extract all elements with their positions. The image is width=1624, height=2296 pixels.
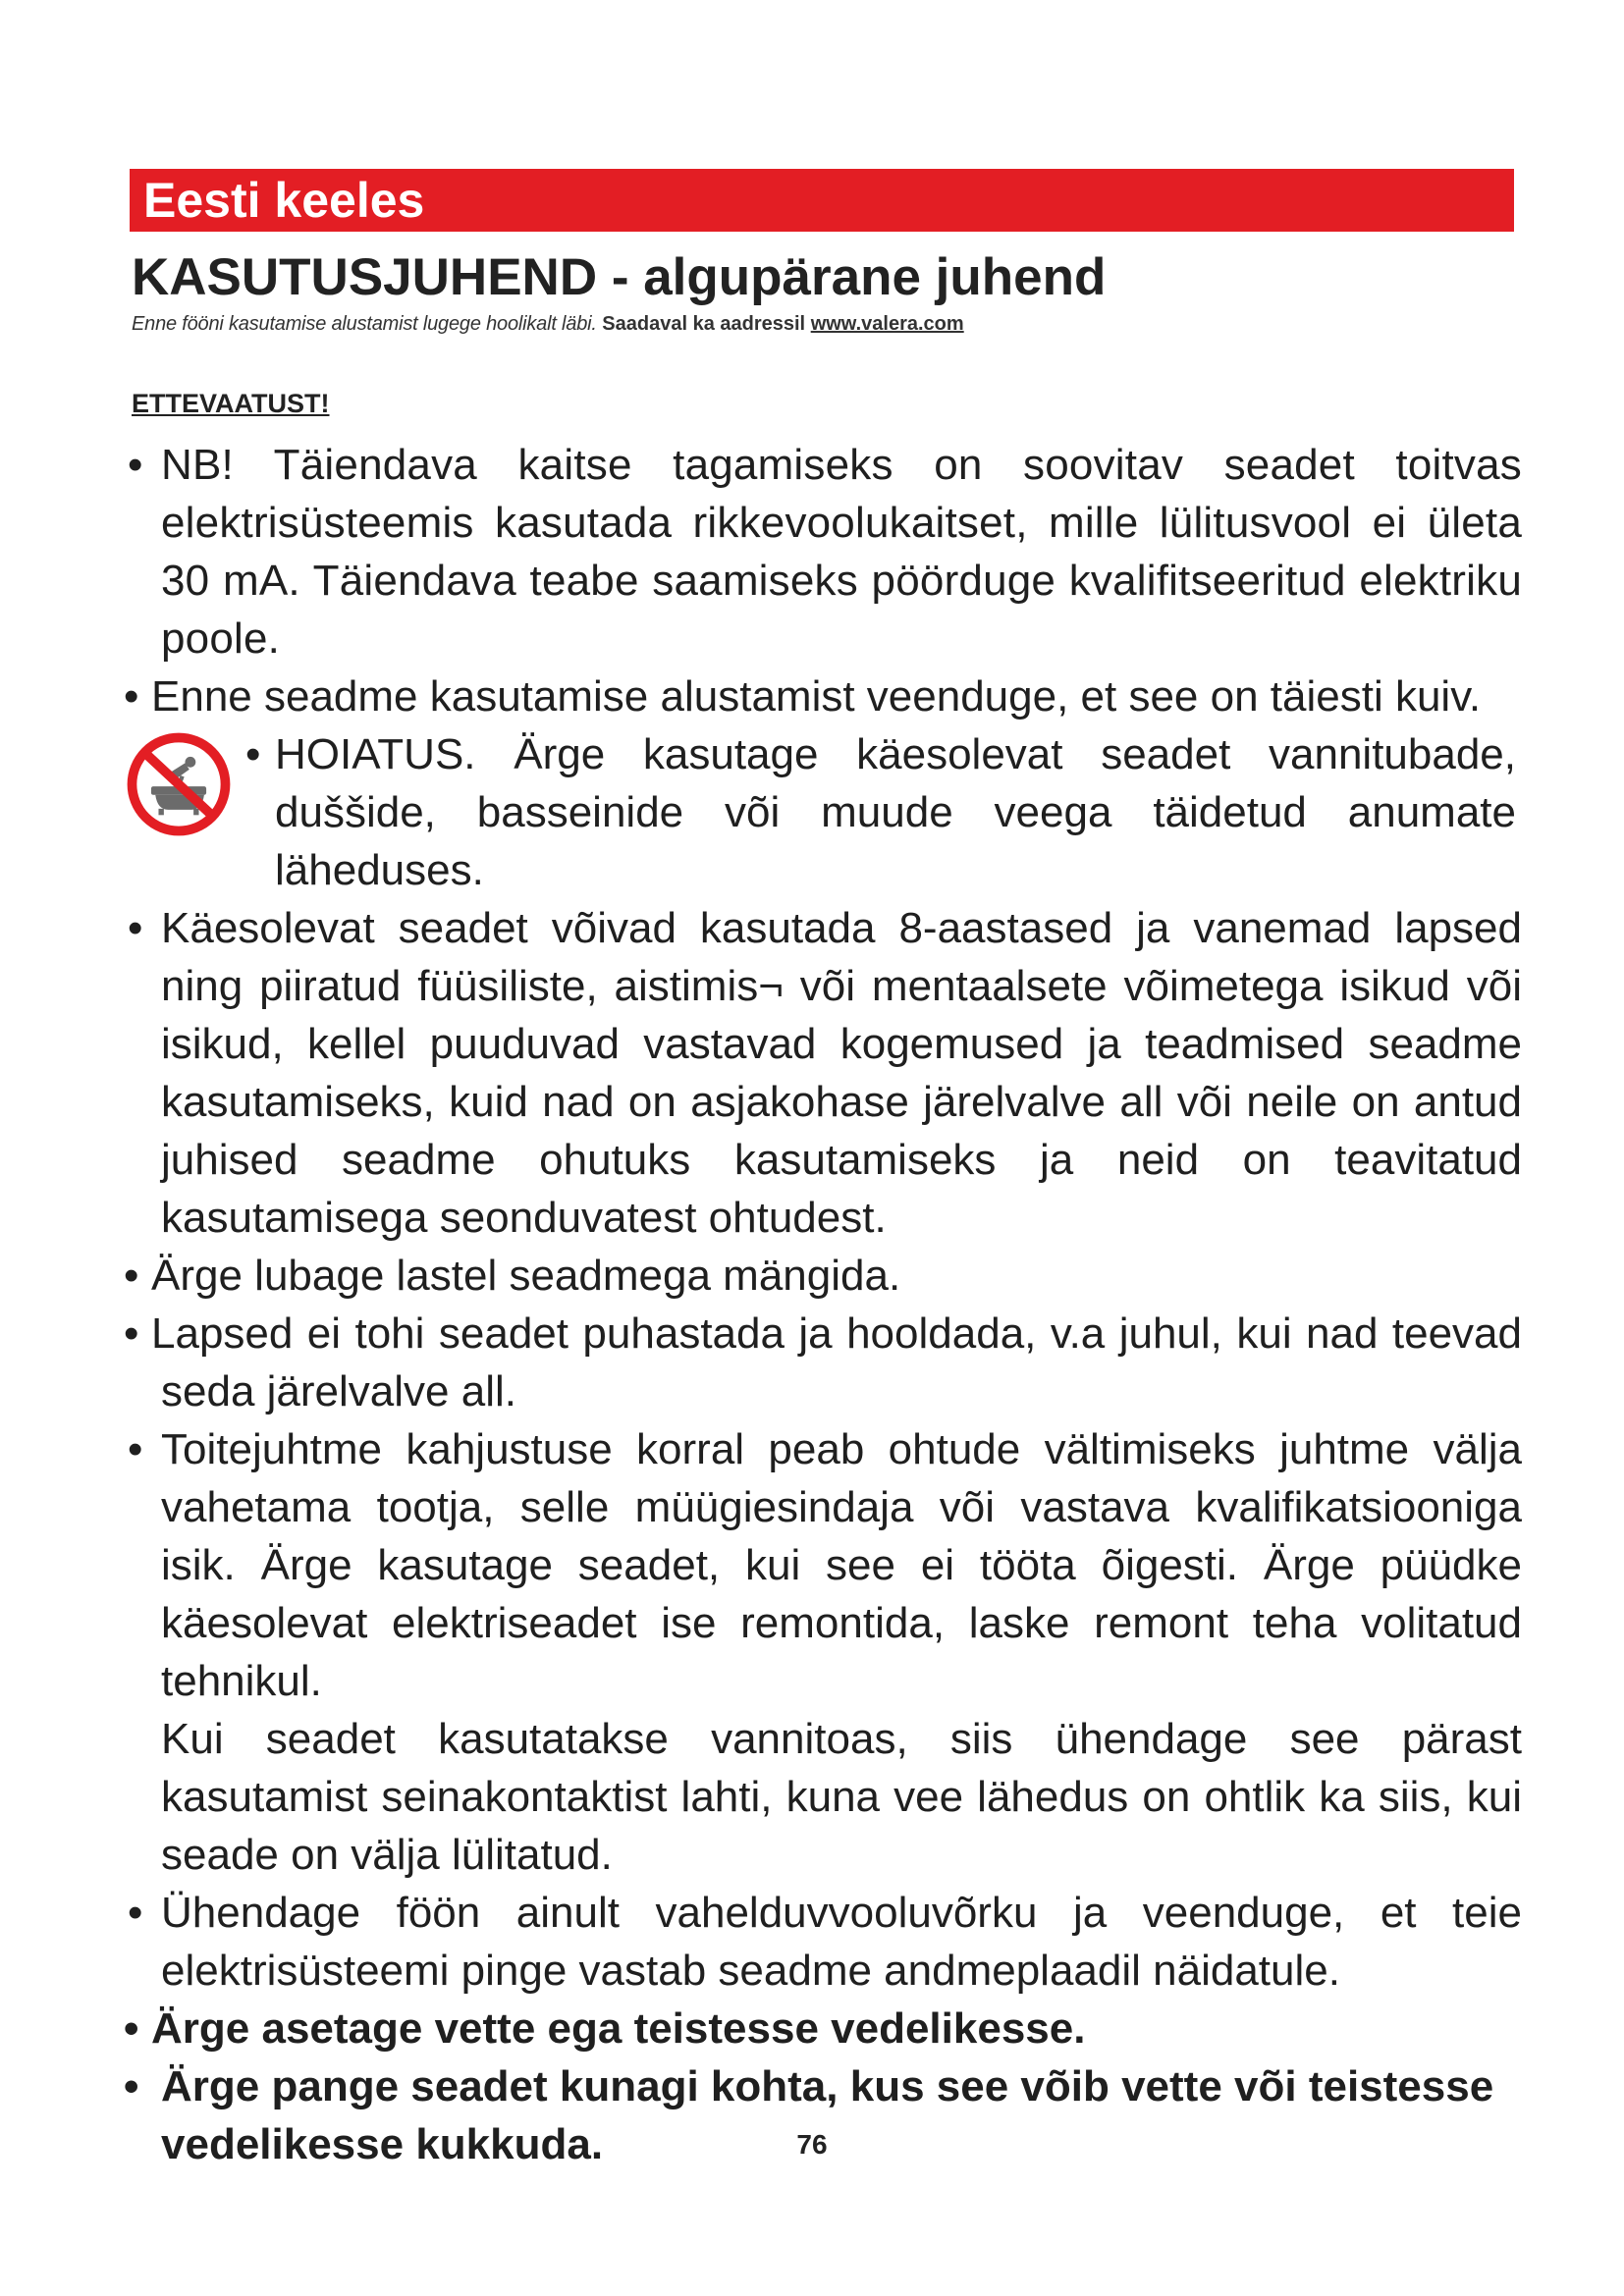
list-item xyxy=(126,899,1522,1247)
website-link[interactable]: www.valera.com xyxy=(810,313,964,335)
list-item xyxy=(126,667,1522,725)
list-item xyxy=(126,1247,1522,1305)
bullet: • xyxy=(128,1425,143,1473)
bullet: • xyxy=(124,1309,139,1358)
list-item-text: Lapsed ei tohi seadet puhastada ja hooldada, v.a juhul, kui nad teevad seda järelvalve all. xyxy=(151,1309,1522,1415)
list-item-continued xyxy=(126,1710,1522,1884)
list-item xyxy=(126,436,1522,667)
subtitle-available: Saadaval ka aadressil xyxy=(602,313,806,335)
bullet: • xyxy=(245,730,261,778)
list-item-text: Enne seadme kasutamise alustamist veenduge, et see on täiesti kuiv. xyxy=(151,672,1482,721)
bullet: • xyxy=(128,904,143,952)
subtitle xyxy=(132,310,964,338)
list-item xyxy=(126,1305,1522,1420)
list-item-text: NB! Täiendava kaitse tagamiseks on soovitav seadet toitvas elektrisüsteemis kasutada rikkevoolukaitset, mille lülitusvool ei ületa 30 mA. Täiendava teabe saamiseks pöörduge kvalifitseeritud elektriku poole. xyxy=(161,441,1522,663)
list-item xyxy=(126,1884,1522,2000)
list-item-text: Toitejuhtme kahjustuse korral peab ohtude vältimiseks juhtme välja vahetama tootja, selle müügiesindaja või vastava kvalifikatsiooniga isik. Ärge kasutage seadet, kui see ei tööta õigesti. Ärge püüdke käesolevat elektriseadet ise remontida, laske remont teha volitatud tehnikul. xyxy=(161,1425,1522,1705)
bullet: • xyxy=(128,441,143,489)
subtitle-instruction: Enne fööni kasutamise alustamist lugege hoolikalt läbi. xyxy=(132,313,597,335)
list-item-text: Kui seadet kasutatakse vannitoas, siis ühendage see pärast kasutamist seinakontaktist lahti, kuna vee lähedus on ohtlik ka siis, kui seade on välja lülitatud. xyxy=(161,1715,1522,1879)
warning-text: HOIATUS. Ärge kasutage käesolevat seadet vannitubade, duššide, basseinide või muude veega täidetud anumate läheduses. xyxy=(275,730,1516,894)
list-item-text: Ühendage föön ainult vahelduvvooluvõrku ja veenduge, et teie elektrisüsteemi pinge vastab seadme andmeplaadil näidatule. xyxy=(161,1889,1522,1995)
bullet: • xyxy=(124,2062,139,2110)
page-number: 76 xyxy=(796,2129,828,2160)
page-title: KASUTUSJUHEND - algupärane juhend xyxy=(132,248,1107,306)
bullet: • xyxy=(124,672,139,721)
caution-heading: ETTEVAATUST! xyxy=(132,389,330,418)
list-item-text: Ärge pange seadet kunagi kohta, kus see võib vette või teistesse vedelikesse kukkuda. xyxy=(161,2062,1494,2168)
safety-instructions xyxy=(126,436,1522,2173)
list-item-text: Ärge asetage vette ega teistesse vedelikesse. xyxy=(151,2004,1086,2053)
warning-item xyxy=(126,725,1522,899)
list-item xyxy=(126,1420,1522,1710)
no-bathtub-icon xyxy=(126,731,232,837)
list-item-text: Ärge lubage lastel seadmega mängida. xyxy=(151,1252,901,1300)
bullet: • xyxy=(128,1889,143,1937)
language-label: Eesti keeles xyxy=(143,173,425,228)
list-item-text: Käesolevat seadet võivad kasutada 8-aastased ja vanemad lapsed ning piiratud füüsiliste, aistimis¬ või mentaalsete võimetega isikud või isikud, kellel puuduvad vastavad kogemused ja teadmised seadme kasutamiseks, kuid nad on asjakohase järelvalve all või neile on antud juhised seadme ohutuks kasutamiseks ja neid on teavitatud kasutamisega seonduvatest ohtudest. xyxy=(161,904,1522,1242)
language-banner xyxy=(130,169,1514,232)
list-item-emphasis xyxy=(126,2000,1522,2057)
bullet: • xyxy=(124,2004,139,2053)
bullet: • xyxy=(124,1252,139,1300)
